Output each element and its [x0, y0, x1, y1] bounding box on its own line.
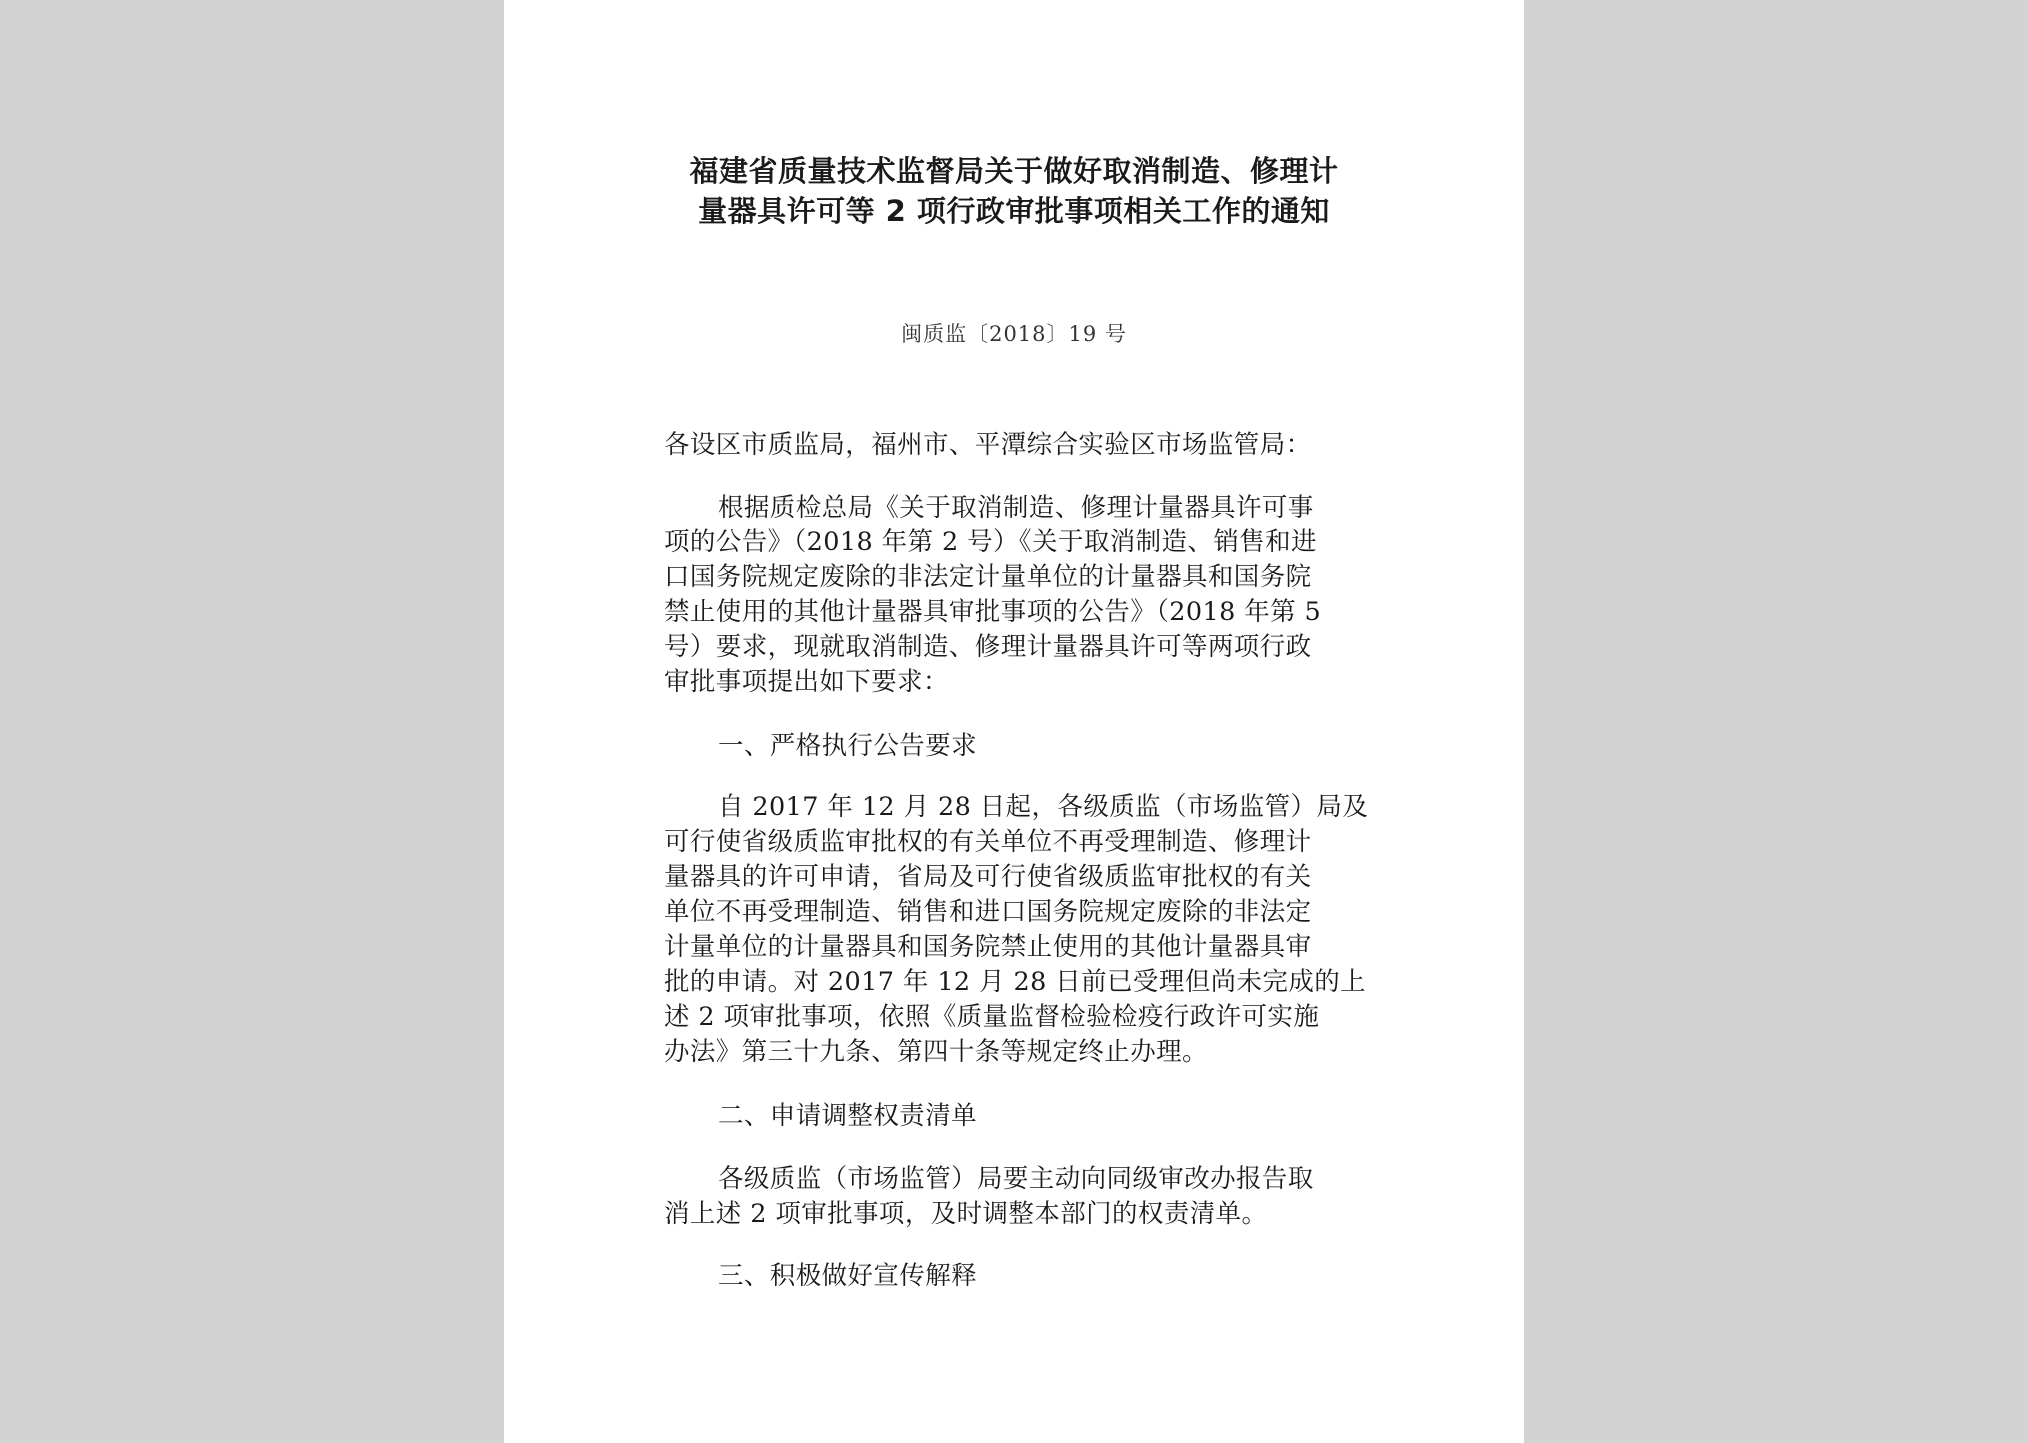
document-title-line-1: 福建省质量技术监督局关于做好取消制造、修理计 [689, 154, 1339, 188]
paragraph-2-line: 自 2017 年 12 月 28 日起，各级质监（市场监管）局及 [718, 792, 1369, 822]
paragraph-2-line: 计量单位的计量器具和国务院禁止使用的其他计量器具审 [664, 932, 1312, 962]
paragraph-1-line: 禁止使用的其他计量器具审批事项的公告》（2018 年第 5 [664, 597, 1322, 627]
section-heading-2: 二、申请调整权责清单 [718, 1101, 978, 1131]
paragraph-2-line: 批的申请。对 2017 年 12 月 28 日前已受理但尚未完成的上 [664, 967, 1367, 997]
paragraph-1-line: 项的公告》（2018 年第 2 号）《关于取消制造、销售和进 [664, 527, 1317, 557]
paragraph-1-line: 口国务院规定废除的非法定计量单位的计量器具和国务院 [664, 562, 1312, 592]
paragraph-2-line: 量器具的许可申请，省局及可行使省级质监审批权的有关 [664, 862, 1312, 892]
paragraph-2-line: 述 2 项审批事项，依照《质量监督检验检疫行政许可实施 [664, 1002, 1320, 1032]
paragraph-3-line: 各级质监（市场监管）局要主动向同级审改办报告取 [718, 1164, 1314, 1194]
document-title-line-2: 量器具许可等 2 项行政审批事项相关工作的通知 [698, 194, 1330, 228]
paragraph-3-line: 消上述 2 项审批事项，及时调整本部门的权责清单。 [664, 1199, 1268, 1229]
document-number: 闽质监〔2018〕19 号 [901, 322, 1127, 346]
paragraph-2-line: 可行使省级质监审批权的有关单位不再受理制造、修理计 [664, 827, 1312, 857]
paragraph-1-line: 根据质检总局《关于取消制造、修理计量器具许可事 [718, 493, 1314, 523]
salutation: 各设区市质监局，福州市、平潭综合实验区市场监管局： [664, 430, 1312, 460]
paragraph-2-line: 办法》第三十九条、第四十条等规定终止办理。 [664, 1037, 1208, 1067]
section-heading-3: 三、积极做好宣传解释 [718, 1261, 978, 1291]
paragraph-1-line: 审批事项提出如下要求： [664, 667, 949, 697]
paragraph-2-line: 单位不再受理制造、销售和进口国务院规定废除的非法定 [664, 897, 1312, 927]
document-page [504, 0, 1524, 1443]
section-heading-1: 一、严格执行公告要求 [718, 731, 978, 761]
paragraph-1-line: 号）要求，现就取消制造、修理计量器具许可等两项行政 [664, 632, 1312, 662]
